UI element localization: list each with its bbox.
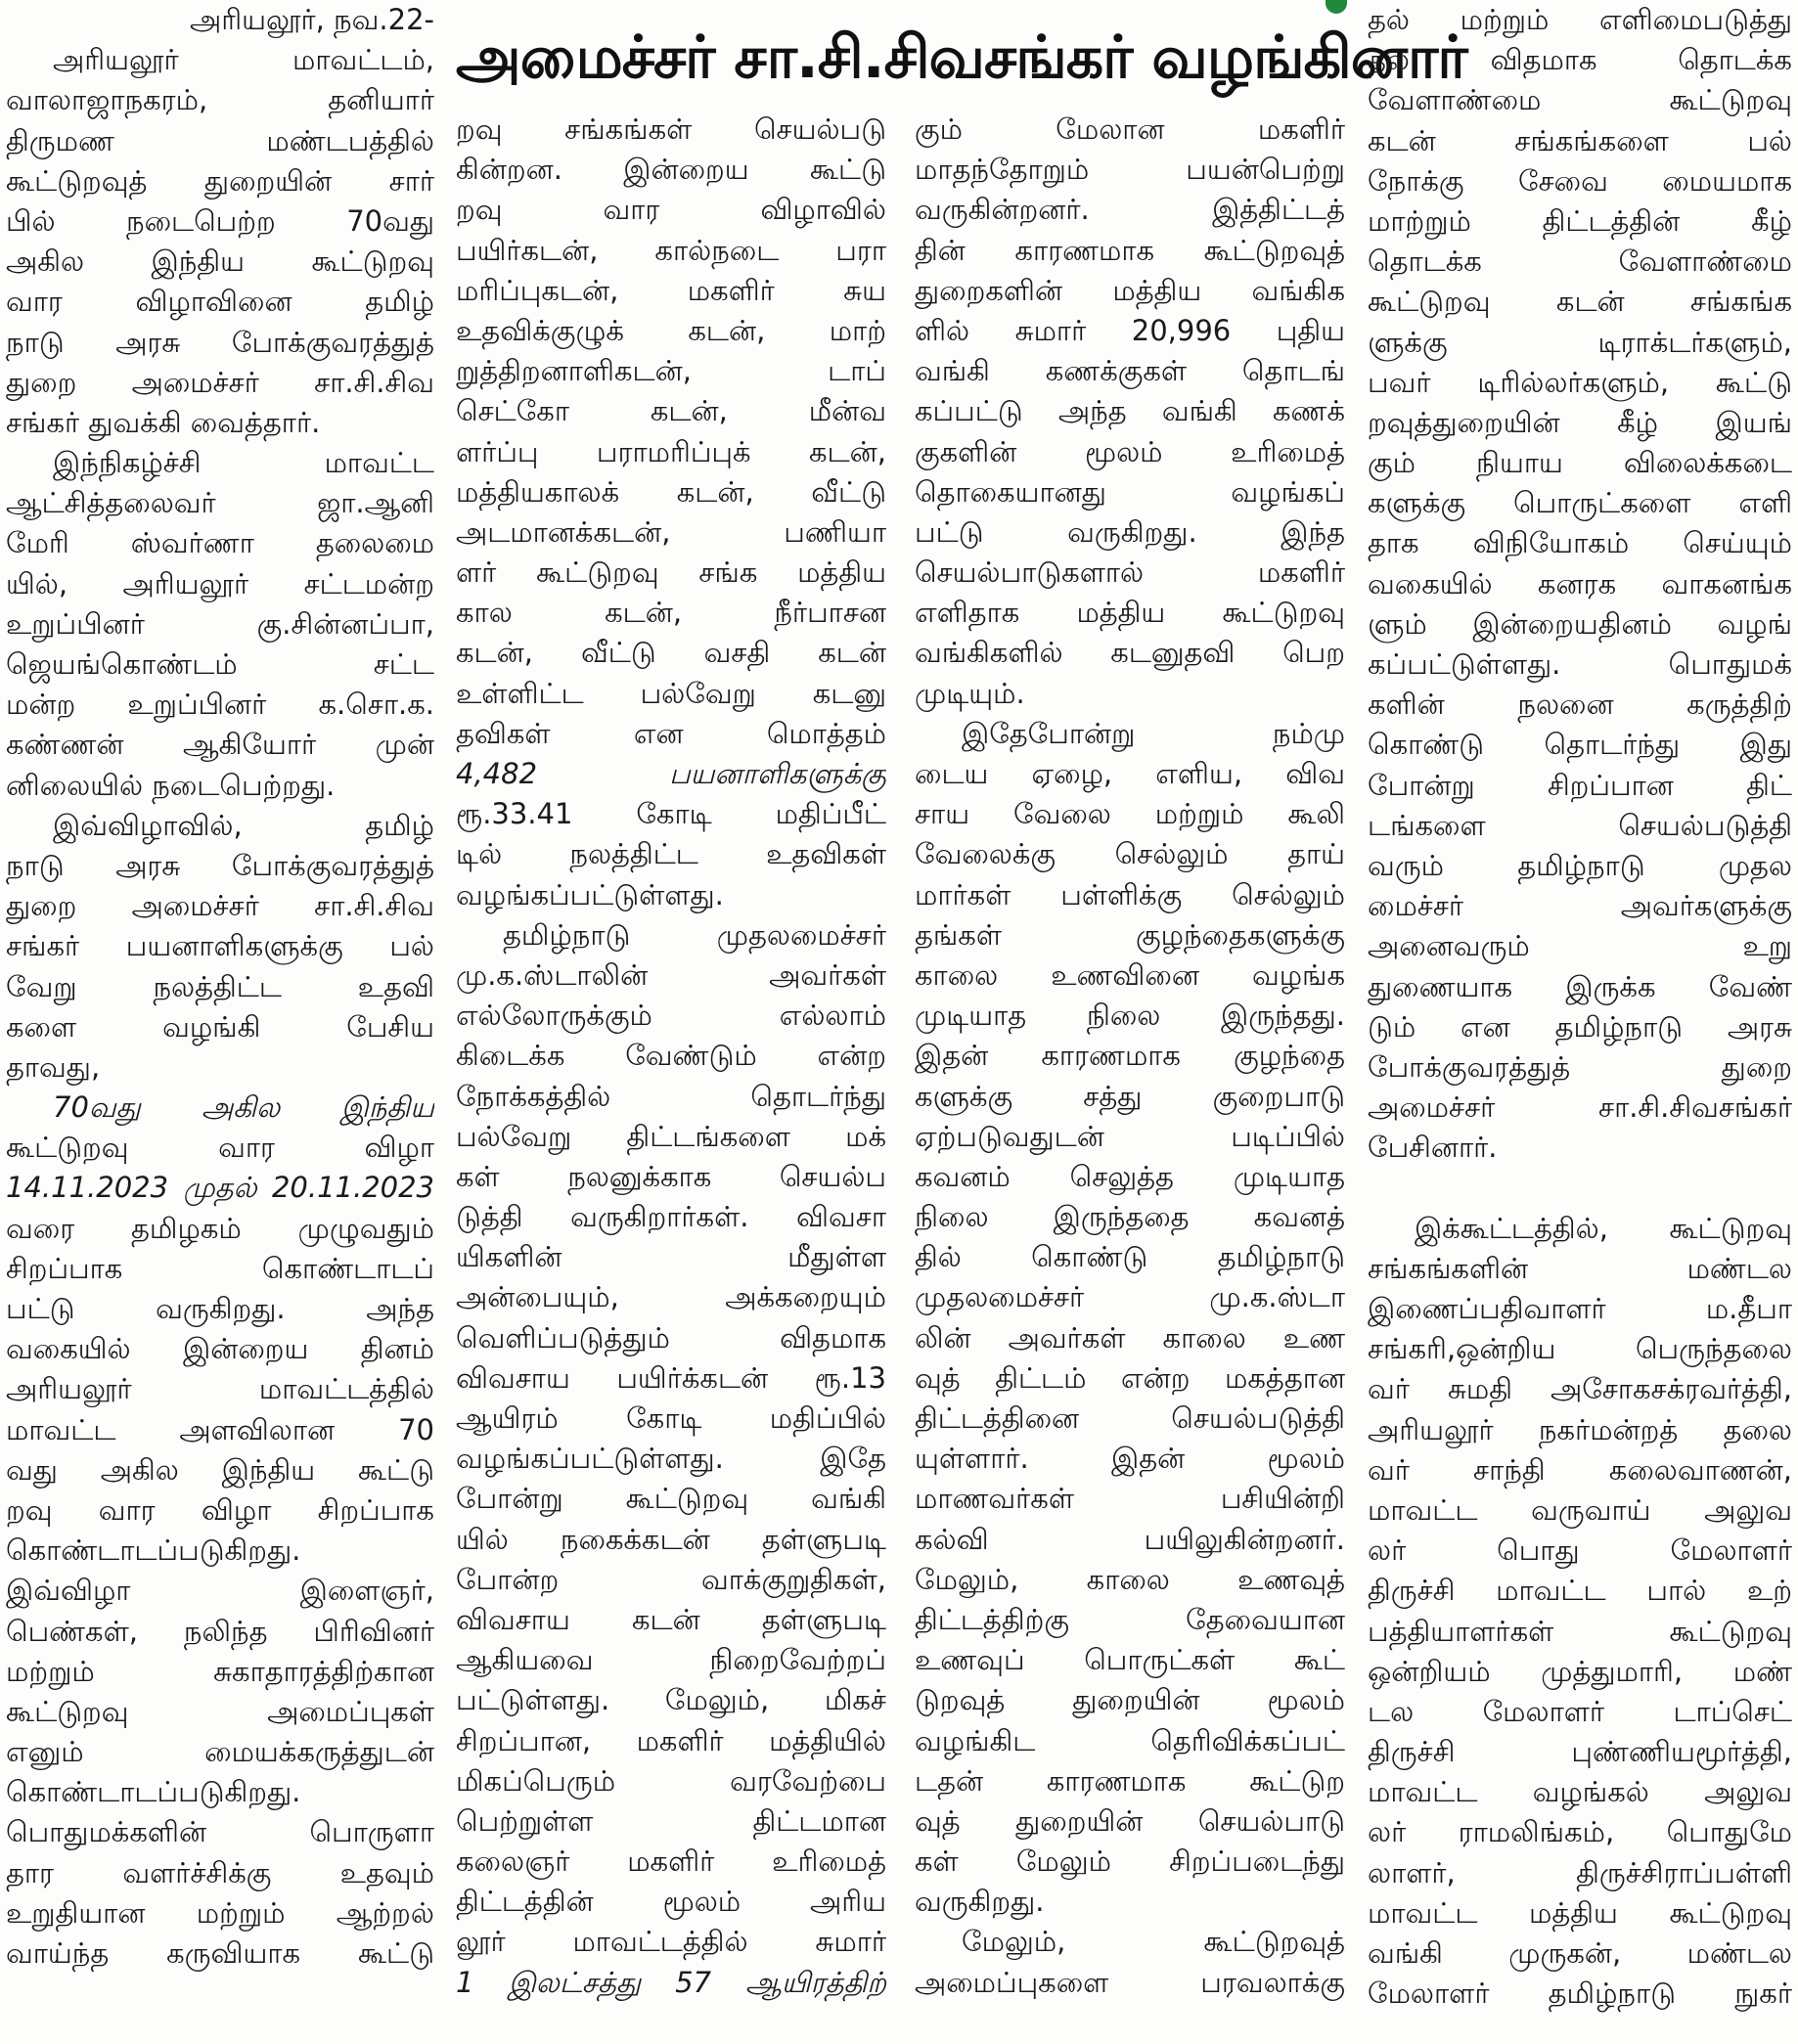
text-line: அனைவரும் உறு <box>1368 929 1792 963</box>
text-line: அடமானக்கடன், பணியா <box>456 514 886 549</box>
text-line: சங்கர் பயனாளிகளுக்கு பல் <box>6 929 434 963</box>
text-line: தல் மற்றும் எளிமைபடுத்து <box>1368 3 1792 36</box>
text-line: வருகின்றனர். இத்திட்டத் <box>915 193 1345 227</box>
text-line: மேரி ஸ்வர்ணா தலைமை <box>6 526 434 560</box>
text-line: பத்தியாளர்கள் கூட்டுறவு <box>1368 1614 1792 1648</box>
text-line: கொண்டு தொடர்ந்து இது <box>1368 728 1792 762</box>
text-line: வழங்கப்பட்டுள்ளது. <box>456 877 724 911</box>
text-line: தாக விநியோகம் செய்யும் <box>1368 526 1792 560</box>
text-line: டைய ஏழை, எளிய, விவ <box>915 757 1345 790</box>
text-line: இவ்விழாவில், தமிழ் <box>53 808 434 842</box>
text-line: பேசினார். <box>1368 1131 1498 1165</box>
text-line: 4,482 பயனாளிகளுக்கு <box>456 757 886 790</box>
text-line: ளும் இன்றையதினம் வழங் <box>1368 606 1792 641</box>
text-line: டுத்தி வருகிறார்கள். விவசா <box>456 1200 886 1234</box>
text-line: வேறு நலத்திட்ட உதவி <box>6 969 434 1003</box>
text-line: ஆட்சித்தலைவர் ஜா.ஆனி <box>6 486 434 520</box>
text-line: கவனம் செலுத்த முடியாத <box>915 1159 1345 1193</box>
text-line: அரியலூர் மாவட்டம், <box>53 43 434 77</box>
text-line: தின் காரணமாக கூட்டுறவுத் <box>915 233 1345 267</box>
text-line: கிடைக்க வேண்டும் என்ற <box>456 1039 886 1073</box>
text-line: துறைகளின் மத்திய வங்கிக <box>915 273 1345 307</box>
text-line: முதலமைச்சர் மு.க.ஸ்டா <box>915 1280 1345 1314</box>
text-line: றவு வார விழாவில் <box>456 193 886 227</box>
text-line: கூட்டுறவு வார விழா <box>6 1131 434 1165</box>
text-line: கால கடன், நீர்பாசன <box>456 596 886 630</box>
text-line: லூர் மாவட்டத்தில் சுமார் <box>456 1925 886 1959</box>
text-line: தல் விதமாக தொடக்க <box>1368 43 1792 77</box>
text-line: தமிழ்நாடு முதலமைச்சர் <box>503 917 886 952</box>
text-line: கொண்டாடப்படுகிறது. <box>6 1775 301 1809</box>
text-line <box>1368 1168 1792 1208</box>
text-line: 14.11.2023 முதல் 20.11.2023 <box>6 1171 434 1205</box>
text-line: தவிகள் என மொத்தம் <box>456 716 886 750</box>
text-line: றுத்திறனாளிகடன், டாப் <box>456 354 886 388</box>
text-line: வரும் தமிழ்நாடு முதல <box>1368 848 1792 882</box>
text-line: ஜெயங்கொண்டம் சட்ட <box>6 647 434 681</box>
text-line: மன்ற உறுப்பினர் க.சொ.க. <box>6 688 434 722</box>
text-line: பெற்றுள்ள திட்டமான <box>456 1803 886 1838</box>
text-line: தொகையானது வழங்கப் <box>915 474 1345 509</box>
text-line: மாதந்தோறும் பயன்பெற்று <box>915 153 1345 187</box>
text-line: இணைப்பதிவாளர் ம.தீபா <box>1368 1292 1792 1325</box>
text-line: சங்கர் துவக்கி வைத்தார். <box>6 405 321 439</box>
text-line: ளில் சுமார் 20,996 புதிய <box>915 313 1345 347</box>
text-line: இதேபோன்று நம்மு <box>962 716 1345 750</box>
text-line: மாவட்ட வழங்கல் அலுவ <box>1368 1775 1792 1809</box>
text-line: கொண்டாடப்படுகிறது. <box>6 1533 301 1568</box>
text-line: னிலையில் நடைபெற்றது. <box>6 768 336 802</box>
text-line: மாவட்ட மத்திய கூட்டுறவு <box>1368 1895 1792 1930</box>
text-line: யில் நகைக்கடன் தள்ளுபடி <box>456 1522 886 1556</box>
text-line: உள்ளிட்ட பல்வேறு கடனு <box>456 676 886 710</box>
text-line: களுக்கு சத்து குறைபாடு <box>915 1079 1345 1113</box>
text-line: வெளிப்படுத்தும் விதமாக <box>456 1320 886 1355</box>
text-line: லர் பொது மேலாளர் <box>1368 1533 1792 1568</box>
text-line: மேலாளர் தமிழ்நாடு நுகர் <box>1368 1977 1792 2011</box>
text-line: வர் சாந்தி கலைவாணன், <box>1368 1452 1792 1487</box>
text-line: ளுக்கு டிராக்டர்களும், <box>1368 325 1792 359</box>
text-line: மாவட்ட அளவிலான 70 <box>6 1412 434 1446</box>
text-line: நோக்கத்தில் தொடர்ந்து <box>456 1079 886 1113</box>
text-line: முடியாத நிலை இருந்தது. <box>915 999 1345 1033</box>
text-line: கும் நியாய விலைக்கடை <box>1368 446 1792 480</box>
text-line: உதவிக்குழுக் கடன், மாற் <box>456 313 886 347</box>
text-line: கும் மேலான மகளிர் <box>915 112 1345 146</box>
text-line: முடியும். <box>915 676 1025 710</box>
text-line: அரியலூர் மாவட்டத்தில் <box>6 1372 434 1406</box>
text-line: பொதுமக்களின் பொருளா <box>6 1815 434 1849</box>
text-line: றவு வார விழா சிறப்பாக <box>6 1492 434 1527</box>
text-line: வாலாஜாநகரம், தனியார் <box>6 83 434 117</box>
text-line: களுக்கு பொருட்களை எளி <box>1368 486 1792 520</box>
text-line: ஆயிரம் கோடி மதிப்பில் <box>456 1401 886 1435</box>
text-line: போன்று கூட்டுறவு வங்கி <box>456 1482 886 1516</box>
text-line: மார்கள் பள்ளிக்கு செல்லும் <box>915 877 1345 911</box>
text-line: எளிதாக மத்திய கூட்டுறவு <box>915 596 1345 630</box>
text-line: அகில இந்திய கூட்டுறவு <box>6 244 434 279</box>
text-line: தில் கொண்டு தமிழ்நாடு <box>915 1240 1345 1274</box>
text-line: டங்களை செயல்படுத்தி <box>1368 808 1792 842</box>
article-column-3 <box>915 110 1345 2044</box>
text-line: றவு சங்கங்கள் செயல்படு <box>456 112 886 146</box>
text-line: ஏற்படுவதுடன் படிப்பில் <box>915 1119 1345 1153</box>
text-line: வுத் துறையின் செயல்பாடு <box>915 1803 1345 1838</box>
text-line: பட்டுள்ளது. மேலும், மிகச் <box>456 1683 886 1717</box>
text-line: வங்கி முருகன், மண்டல <box>1368 1936 1792 1970</box>
text-line: மாணவர்கள் பசியின்றி <box>915 1482 1345 1516</box>
text-line: ளர்ப்பு பராமரிப்புக் கடன், <box>456 434 886 468</box>
text-line: ஆகியவை நிறைவேற்றப் <box>456 1643 886 1677</box>
text-line: மு.க.ஸ்டாலின் அவர்கள் <box>456 957 886 992</box>
text-line: கல்வி பயிலுகின்றனர். <box>915 1522 1345 1556</box>
text-line: தங்கள் குழந்தைகளுக்கு <box>915 917 1345 952</box>
text-line: உணவுப் பொருட்கள் கூட் <box>915 1643 1345 1677</box>
text-line: வர் சுமதி அசோகசக்ரவர்த்தி, <box>1368 1372 1792 1406</box>
text-line: போன்று சிறப்பான திட் <box>1368 768 1792 802</box>
text-line: மரிப்புகடன், மகளிர் சுய <box>456 273 886 307</box>
text-line: கடன், வீட்டு வசதி கடன் <box>456 636 886 670</box>
text-line: மற்றும் சுகாதாரத்திற்கான <box>6 1654 434 1688</box>
text-line: டில் நலத்திட்ட உதவிகள் <box>456 837 886 871</box>
text-line: யுள்ளார். இதன் மூலம் <box>915 1442 1345 1476</box>
text-line: ஒன்றியம் முத்துமாரி, மண் <box>1368 1654 1792 1688</box>
text-line: திட்டத்தினை செயல்படுத்தி <box>915 1401 1345 1435</box>
text-line: வுத் திட்டம் என்ற மகத்தான <box>915 1360 1345 1395</box>
text-line: லின் அவர்கள் காலை உண <box>915 1320 1345 1355</box>
text-line: தாவது, <box>6 1049 101 1084</box>
text-line: மாற்றும் திட்டத்தின் கீழ் <box>1368 203 1792 238</box>
text-line: பட்டு வருகிறது. இந்த <box>915 514 1345 549</box>
text-line: பல்வேறு திட்டங்களை மக் <box>456 1119 886 1153</box>
text-line: லர் ராமலிங்கம், பொதுமே <box>1368 1815 1792 1849</box>
text-line: குகளின் மூலம் உரிமைத் <box>915 434 1345 468</box>
text-line: கண்ணன் ஆகியோர் முன் <box>6 728 434 762</box>
text-line: அமைப்புகளை பரவலாக்கு <box>915 1965 1345 1999</box>
text-line: பயிர்கடன், கால்நடை பரா <box>456 233 886 267</box>
text-line: பட்டு வருகிறது. அந்த <box>6 1292 434 1325</box>
text-line: லாளர், திருச்சிராப்பள்ளி <box>1368 1855 1792 1889</box>
text-line: திருமண மண்டபத்தில் <box>6 123 434 157</box>
text-line: போன்ற வாக்குறுதிகள், <box>456 1562 886 1596</box>
text-line: அரியலூர், நவ.22- <box>190 3 434 36</box>
text-line: பெண்கள், நலிந்த பிரிவினர் <box>6 1614 434 1648</box>
text-line: கூட்டுறவு கடன் சங்கங்க <box>1368 285 1792 319</box>
text-line: வது அகில இந்திய கூட்டு <box>6 1452 434 1487</box>
text-line: மேலும், கூட்டுறவுத் <box>962 1925 1345 1959</box>
text-line: பவர் டிரில்லர்களும், கூட்டு <box>1368 365 1792 399</box>
text-line: அன்பையும், அக்கறையும் <box>456 1280 886 1314</box>
text-line: வகையில் இன்றைய தினம் <box>6 1332 434 1366</box>
text-line: உறுப்பினர் கு.சின்னப்பா, <box>6 606 434 641</box>
text-line: டுறவுத் துறையின் மூலம் <box>915 1683 1345 1717</box>
text-line: யில், அரியலூர் சட்டமன்ற <box>6 566 434 600</box>
text-line: அமைச்சர் சா.சி.சிவசங்கர் <box>1368 1090 1792 1125</box>
text-line: இந்நிகழ்ச்சி மாவட்ட <box>53 446 434 480</box>
text-line: வங்கி கணக்குகள் தொடங் <box>915 354 1345 388</box>
text-line: சாய வேலை மற்றும் கூலி <box>915 797 1345 831</box>
text-line: சங்கரி,ஒன்றிய பெருந்தலை <box>1368 1332 1792 1366</box>
text-line: சங்கங்களின் மண்டல <box>1368 1251 1792 1285</box>
text-line: துணையாக இருக்க வேண் <box>1368 969 1792 1003</box>
text-line: நாடு அரசு போக்குவரத்துத் <box>6 848 434 882</box>
text-line: மிகப்பெரும் வரவேற்பை <box>456 1763 886 1798</box>
green-logo-fragment <box>1326 0 1347 14</box>
text-line: சிறப்பாக கொண்டாடப் <box>6 1251 434 1285</box>
text-line: போக்குவரத்துத் துறை <box>1368 1049 1792 1084</box>
headline: அமைச்சர் சா.சி.சிவசங்கர் வழங்கினார் <box>456 23 1467 92</box>
text-line: வாய்ந்த கருவியாக கூட்டு <box>6 1936 434 1970</box>
text-line: நோக்கு சேவை மையமாக <box>1368 163 1792 198</box>
article-column-2 <box>456 110 886 2044</box>
text-line: றவுத்துறையின் கீழ் இயங் <box>1368 405 1792 439</box>
text-line: தொடக்க வேளாண்மை <box>1368 244 1792 279</box>
text-line: இதன் காரணமாக குழந்தை <box>915 1039 1345 1073</box>
text-line: மத்தியகாலக் கடன், வீட்டு <box>456 474 886 509</box>
text-line: தார வளர்ச்சிக்கு உதவும் <box>6 1855 434 1889</box>
text-line: வழங்கிட தெரிவிக்கப்பட் <box>915 1723 1345 1757</box>
text-line: வகையில் கனரக வாகனங்க <box>1368 566 1792 600</box>
text-line: செட்கோ கடன், மீன்வ <box>456 394 886 428</box>
text-line: டல மேலாளர் டாப்செட் <box>1368 1694 1792 1728</box>
text-line: விவசாய கடன் தள்ளுபடி <box>456 1602 886 1636</box>
text-line: கள் மேலும் சிறப்படைந்து <box>915 1844 1345 1879</box>
text-line: 70வது அகில இந்திய <box>53 1090 434 1125</box>
text-line: உறுதியான மற்றும் ஆற்றல் <box>6 1895 434 1930</box>
text-line: திட்டத்தின் மூலம் அரிய <box>456 1885 886 1919</box>
text-line: எல்லோருக்கும் எல்லாம் <box>456 999 886 1033</box>
text-line: செயல்பாடுகளால் மகளிர் <box>915 555 1345 590</box>
text-line: யிகளின் மீதுள்ள <box>456 1240 886 1274</box>
text-line: கள் நலனுக்காக செயல்ப <box>456 1159 886 1193</box>
text-line: காலை உணவினை வழங்க <box>915 957 1345 992</box>
text-line: கூட்டுறவு அமைப்புகள் <box>6 1694 434 1728</box>
article-column-1 <box>6 0 434 2044</box>
text-line: நாடு அரசு போக்குவரத்துத் <box>6 325 434 359</box>
text-line: டதன் காரணமாக கூட்டுற <box>915 1763 1345 1798</box>
text-line: இக்கூட்டத்தில், கூட்டுறவு <box>1415 1211 1792 1245</box>
text-line: எனும் மையக்கருத்துடன் <box>6 1735 434 1769</box>
text-line: அரியலூர் நகர்மன்றத் தலை <box>1368 1412 1792 1446</box>
text-line: டும் என தமிழ்நாடு அரசு <box>1368 1009 1792 1044</box>
text-line: கப்பட்டு அந்த வங்கி கணக் <box>915 394 1345 428</box>
text-line: மைச்சர் அவர்களுக்கு <box>1368 889 1792 923</box>
text-line: பில் நடைபெற்ற 70வது <box>6 203 434 238</box>
text-line: ரூ.33.41 கோடி மதிப்பீட் <box>456 797 886 831</box>
text-line: சிறப்பான, மகளிர் மத்தியில் <box>456 1723 886 1757</box>
text-line: திட்டத்திற்கு தேவையான <box>915 1602 1345 1636</box>
text-line: வேலைக்கு செல்லும் தாய் <box>915 837 1345 871</box>
text-line: மேலும், காலை உணவுத் <box>915 1562 1345 1596</box>
text-line: கடன் சங்கங்களை பல் <box>1368 123 1792 157</box>
text-line: வேளாண்மை கூட்டுறவு <box>1368 83 1792 117</box>
text-line: கலைஞர் மகளிர் உரிமைத் <box>456 1844 886 1879</box>
text-line: ளர் கூட்டுறவு சங்க மத்திய <box>456 555 886 590</box>
text-line: வங்கிகளில் கடனுதவி பெற <box>915 636 1345 670</box>
text-line: கப்பட்டுள்ளது. பொதுமக் <box>1368 647 1792 681</box>
text-line: திருச்சி மாவட்ட பால் உற் <box>1368 1574 1792 1608</box>
text-line: திருச்சி புண்ணியமூர்த்தி, <box>1368 1735 1792 1769</box>
text-line: நிலை இருந்ததை கவனத் <box>915 1200 1345 1234</box>
text-line: வரை தமிழகம் முழுவதும் <box>6 1211 434 1245</box>
text-line: விவசாய பயிர்க்கடன் ரூ.13 <box>456 1360 886 1395</box>
text-line: துறை அமைச்சர் சா.சி.சிவ <box>6 365 434 399</box>
article-column-4 <box>1368 0 1792 2044</box>
text-line: இவ்விழா இளைஞர், <box>6 1574 434 1608</box>
text-line: கின்றன. இன்றைய கூட்டு <box>456 153 886 187</box>
text-line: மாவட்ட வருவாய் அலுவ <box>1368 1492 1792 1527</box>
text-line: 1 இலட்சத்து 57 ஆயிரத்திற் <box>456 1965 886 1999</box>
text-line: வார விழாவினை தமிழ் <box>6 285 434 319</box>
text-line: வருகிறது. <box>915 1885 1045 1919</box>
text-line: வழங்கப்பட்டுள்ளது. இதே <box>456 1442 886 1476</box>
text-line: துறை அமைச்சர் சா.சி.சிவ <box>6 889 434 923</box>
text-line: களை வழங்கி பேசிய <box>6 1009 434 1044</box>
text-line: களின் நலனை கருத்திற் <box>1368 688 1792 722</box>
text-line: கூட்டுறவுத் துறையின் சார் <box>6 163 434 198</box>
